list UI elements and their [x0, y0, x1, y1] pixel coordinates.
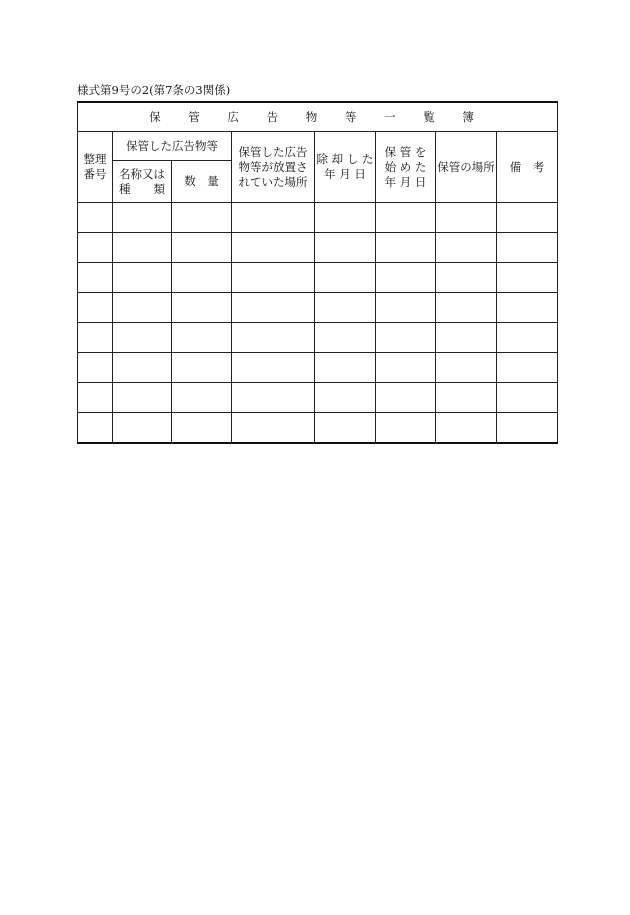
table-cell: [78, 413, 113, 444]
header-row-1: [78, 132, 558, 161]
storage-register-table: [77, 101, 558, 444]
table-cell: [232, 293, 315, 323]
table-cell: [497, 293, 558, 323]
table-cell: [497, 233, 558, 263]
table-cell: [436, 413, 497, 444]
table-body: [78, 203, 558, 444]
header-location-line3: れていた場所: [238, 174, 308, 189]
header-location-line1: 保管した広告: [238, 144, 308, 159]
table-row: [78, 413, 558, 444]
table-row: [78, 263, 558, 293]
header-start-line2: 始 め た: [384, 159, 427, 174]
table-cell: [376, 203, 436, 233]
table-cell: [113, 323, 172, 353]
table-cell: [172, 263, 232, 293]
table-cell: [78, 203, 113, 233]
header-location: [232, 132, 315, 203]
table-cell: [315, 293, 376, 323]
table-cell: [232, 413, 315, 444]
table-row: [78, 293, 558, 323]
table-cell: [497, 203, 558, 233]
table-cell: [172, 293, 232, 323]
table-cell: [113, 383, 172, 413]
table-cell: [172, 383, 232, 413]
table-cell: [78, 263, 113, 293]
table-cell: [172, 413, 232, 444]
table-row: [78, 233, 558, 263]
header-remarks: 備 考: [497, 132, 558, 203]
table-cell: [436, 383, 497, 413]
table-cell: [113, 293, 172, 323]
table-cell: [497, 413, 558, 444]
table-cell: [113, 413, 172, 444]
table-title: 保 管 広 告 物 等 一 覧 簿: [78, 102, 558, 132]
header-quantity: 数 量: [172, 161, 232, 203]
table-cell: [315, 413, 376, 444]
table-row: [78, 323, 558, 353]
header-start-date: [376, 132, 436, 203]
table-cell: [436, 323, 497, 353]
table-cell: [78, 323, 113, 353]
table-cell: [78, 383, 113, 413]
table-cell: [113, 233, 172, 263]
header-stored-items: 保管した広告物等: [113, 132, 232, 161]
table-cell: [497, 353, 558, 383]
table-cell: [172, 233, 232, 263]
table-cell: [376, 293, 436, 323]
header-name-line1: 名称又は: [119, 166, 165, 181]
table-cell: [78, 353, 113, 383]
header-number: [78, 132, 113, 203]
table-title-row: [78, 102, 558, 132]
table-cell: [376, 383, 436, 413]
table-cell: [315, 233, 376, 263]
table-cell: [436, 233, 497, 263]
table-cell: [376, 263, 436, 293]
table-cell: [436, 293, 497, 323]
table-cell: [113, 353, 172, 383]
header-number-line2: 番号: [83, 167, 107, 181]
table-cell: [436, 203, 497, 233]
table-cell: [78, 233, 113, 263]
table-cell: [315, 263, 376, 293]
header-removal-line1: 除 却 し た: [316, 152, 374, 166]
table-cell: [113, 263, 172, 293]
table-cell: [172, 203, 232, 233]
table-cell: [376, 413, 436, 444]
table-cell: [315, 323, 376, 353]
table-row: [78, 203, 558, 233]
form-number-label: 様式第9号の2(第7条の3関係): [77, 83, 231, 97]
table-cell: [232, 263, 315, 293]
table-cell: [497, 263, 558, 293]
table-cell: [376, 233, 436, 263]
header-removal-date: [315, 132, 376, 203]
header-storage-place: 保管の場所: [436, 132, 497, 203]
header-number-line1: 整理: [83, 152, 107, 166]
table-cell: [232, 203, 315, 233]
table-cell: [376, 353, 436, 383]
table-cell: [315, 353, 376, 383]
table-cell: [315, 383, 376, 413]
header-name-type: [113, 161, 172, 203]
table-cell: [497, 323, 558, 353]
table-cell: [436, 353, 497, 383]
header-name-line2: 種 類: [119, 181, 165, 196]
table-cell: [315, 203, 376, 233]
table-cell: [436, 263, 497, 293]
header-start-line3: 年 月 日: [384, 174, 427, 189]
table-cell: [113, 203, 172, 233]
header-location-line2: 物等が放置さ: [238, 159, 308, 174]
table-cell: [232, 233, 315, 263]
table-cell: [232, 323, 315, 353]
table-cell: [232, 383, 315, 413]
table-cell: [376, 323, 436, 353]
table-cell: [497, 383, 558, 413]
header-start-line1: 保 管 を: [384, 144, 427, 159]
table-cell: [78, 293, 113, 323]
table-row: [78, 353, 558, 383]
table-row: [78, 383, 558, 413]
header-removal-line2: 年 月 日: [324, 167, 366, 181]
table-cell: [172, 323, 232, 353]
table-cell: [172, 353, 232, 383]
table-cell: [232, 353, 315, 383]
